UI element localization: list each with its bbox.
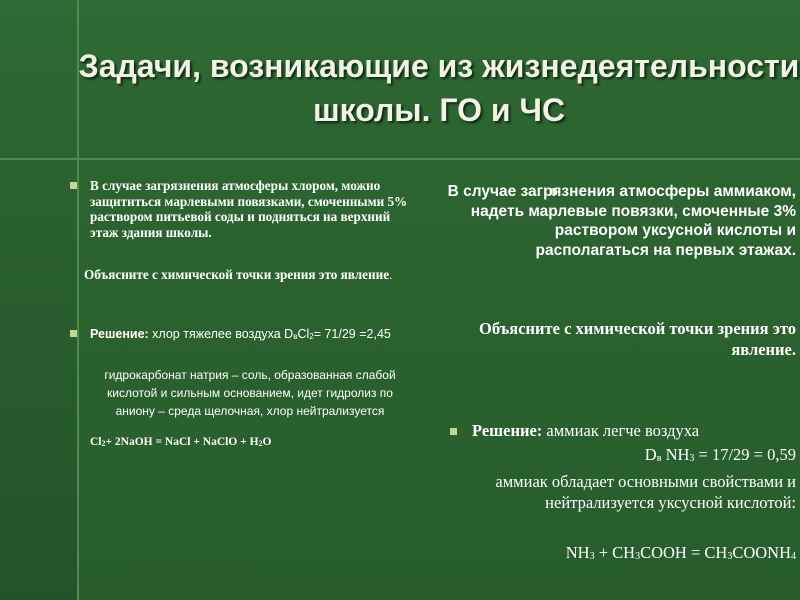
left-eq-o: O — [262, 436, 272, 448]
left-solution-label: Решение: — [90, 327, 149, 341]
bullet-icon — [70, 330, 77, 337]
left-explain-main: Объясните с химической точки зрения это явление — [84, 267, 390, 282]
left-solution-tail: = 71/29 =2,45 — [313, 327, 391, 341]
left-eq-rest: + 2NaOH = NaCl + NaClO + H — [105, 436, 259, 448]
left-situation-text: В случае загрязнения атмосферы хлором, можно защититься марлевыми повязками, смоченными 5% раствором питьевой соды и подняться на верхний этаж здания школы. — [90, 178, 408, 240]
bullet-icon — [450, 428, 457, 435]
left-eq-h-sub: 2 — [258, 439, 263, 448]
left-solution-cl: Cl — [297, 327, 310, 341]
left-solution-text: хлор тяжелее воздуха D — [148, 327, 294, 341]
right-situation-text: В случае загрязнения атмосферы аммиаком, надеть марлевые повязки, смоченные 3% раствором уксусной кислоты и располагаться на первых этажах. — [447, 183, 796, 259]
right-dv-sub: в — [656, 453, 662, 464]
left-hydrolysis-text: гидрокарбонат натрия – соль, образованная слабой кислотой и сильным основанием, идет гидролиз по аниону – среда щелочная, хлор нейтрализуется — [104, 368, 396, 418]
right-density-line — [446, 444, 796, 469]
right-eq-nh-sub: 3 — [589, 551, 595, 562]
left-solution-cl-sub: 2 — [309, 332, 314, 341]
right-eq-coonh-sub: 4 — [791, 551, 796, 562]
right-dv-nh: NH — [661, 445, 690, 464]
left-eq-cl-sub: 2 — [101, 439, 106, 448]
right-eq-nh: NH — [565, 543, 590, 562]
right-dv-tail: = 17/29 = 0,59 — [694, 445, 796, 464]
right-ammonia-text: аммиак обладает основными свойствами и нейтрализуется уксусной кислотой: — [495, 472, 796, 512]
left-explain-dot: . — [389, 268, 393, 282]
slide-title: Задачи, возникающие из жизнедеятельности школы. ГО и ЧС — [78, 48, 800, 128]
right-eq-ch2-sub: 3 — [727, 551, 733, 562]
right-eq-ch-sub: 3 — [635, 551, 641, 562]
left-equation — [90, 434, 410, 452]
right-eq-plus: + CH — [594, 543, 636, 562]
right-solution-text: аммиак легче воздуха — [542, 421, 700, 440]
bullet-icon — [70, 182, 77, 189]
right-dv-d: D — [644, 445, 657, 464]
right-solution-label: Решение: — [472, 421, 543, 440]
left-eq-cl: Cl — [90, 436, 102, 448]
right-eq-cooh: COOH = CH — [640, 543, 728, 562]
right-solution — [472, 420, 796, 441]
right-dv-nh-sub: 3 — [689, 453, 695, 464]
right-eq-coonh: COONH — [732, 543, 791, 562]
right-equation — [446, 542, 796, 567]
left-explain-text — [84, 267, 394, 283]
left-solution — [90, 325, 410, 346]
left-solution-sub-v: в — [293, 332, 298, 341]
right-explain-text: Объясните с химической точки зрения это явление. — [478, 319, 796, 359]
